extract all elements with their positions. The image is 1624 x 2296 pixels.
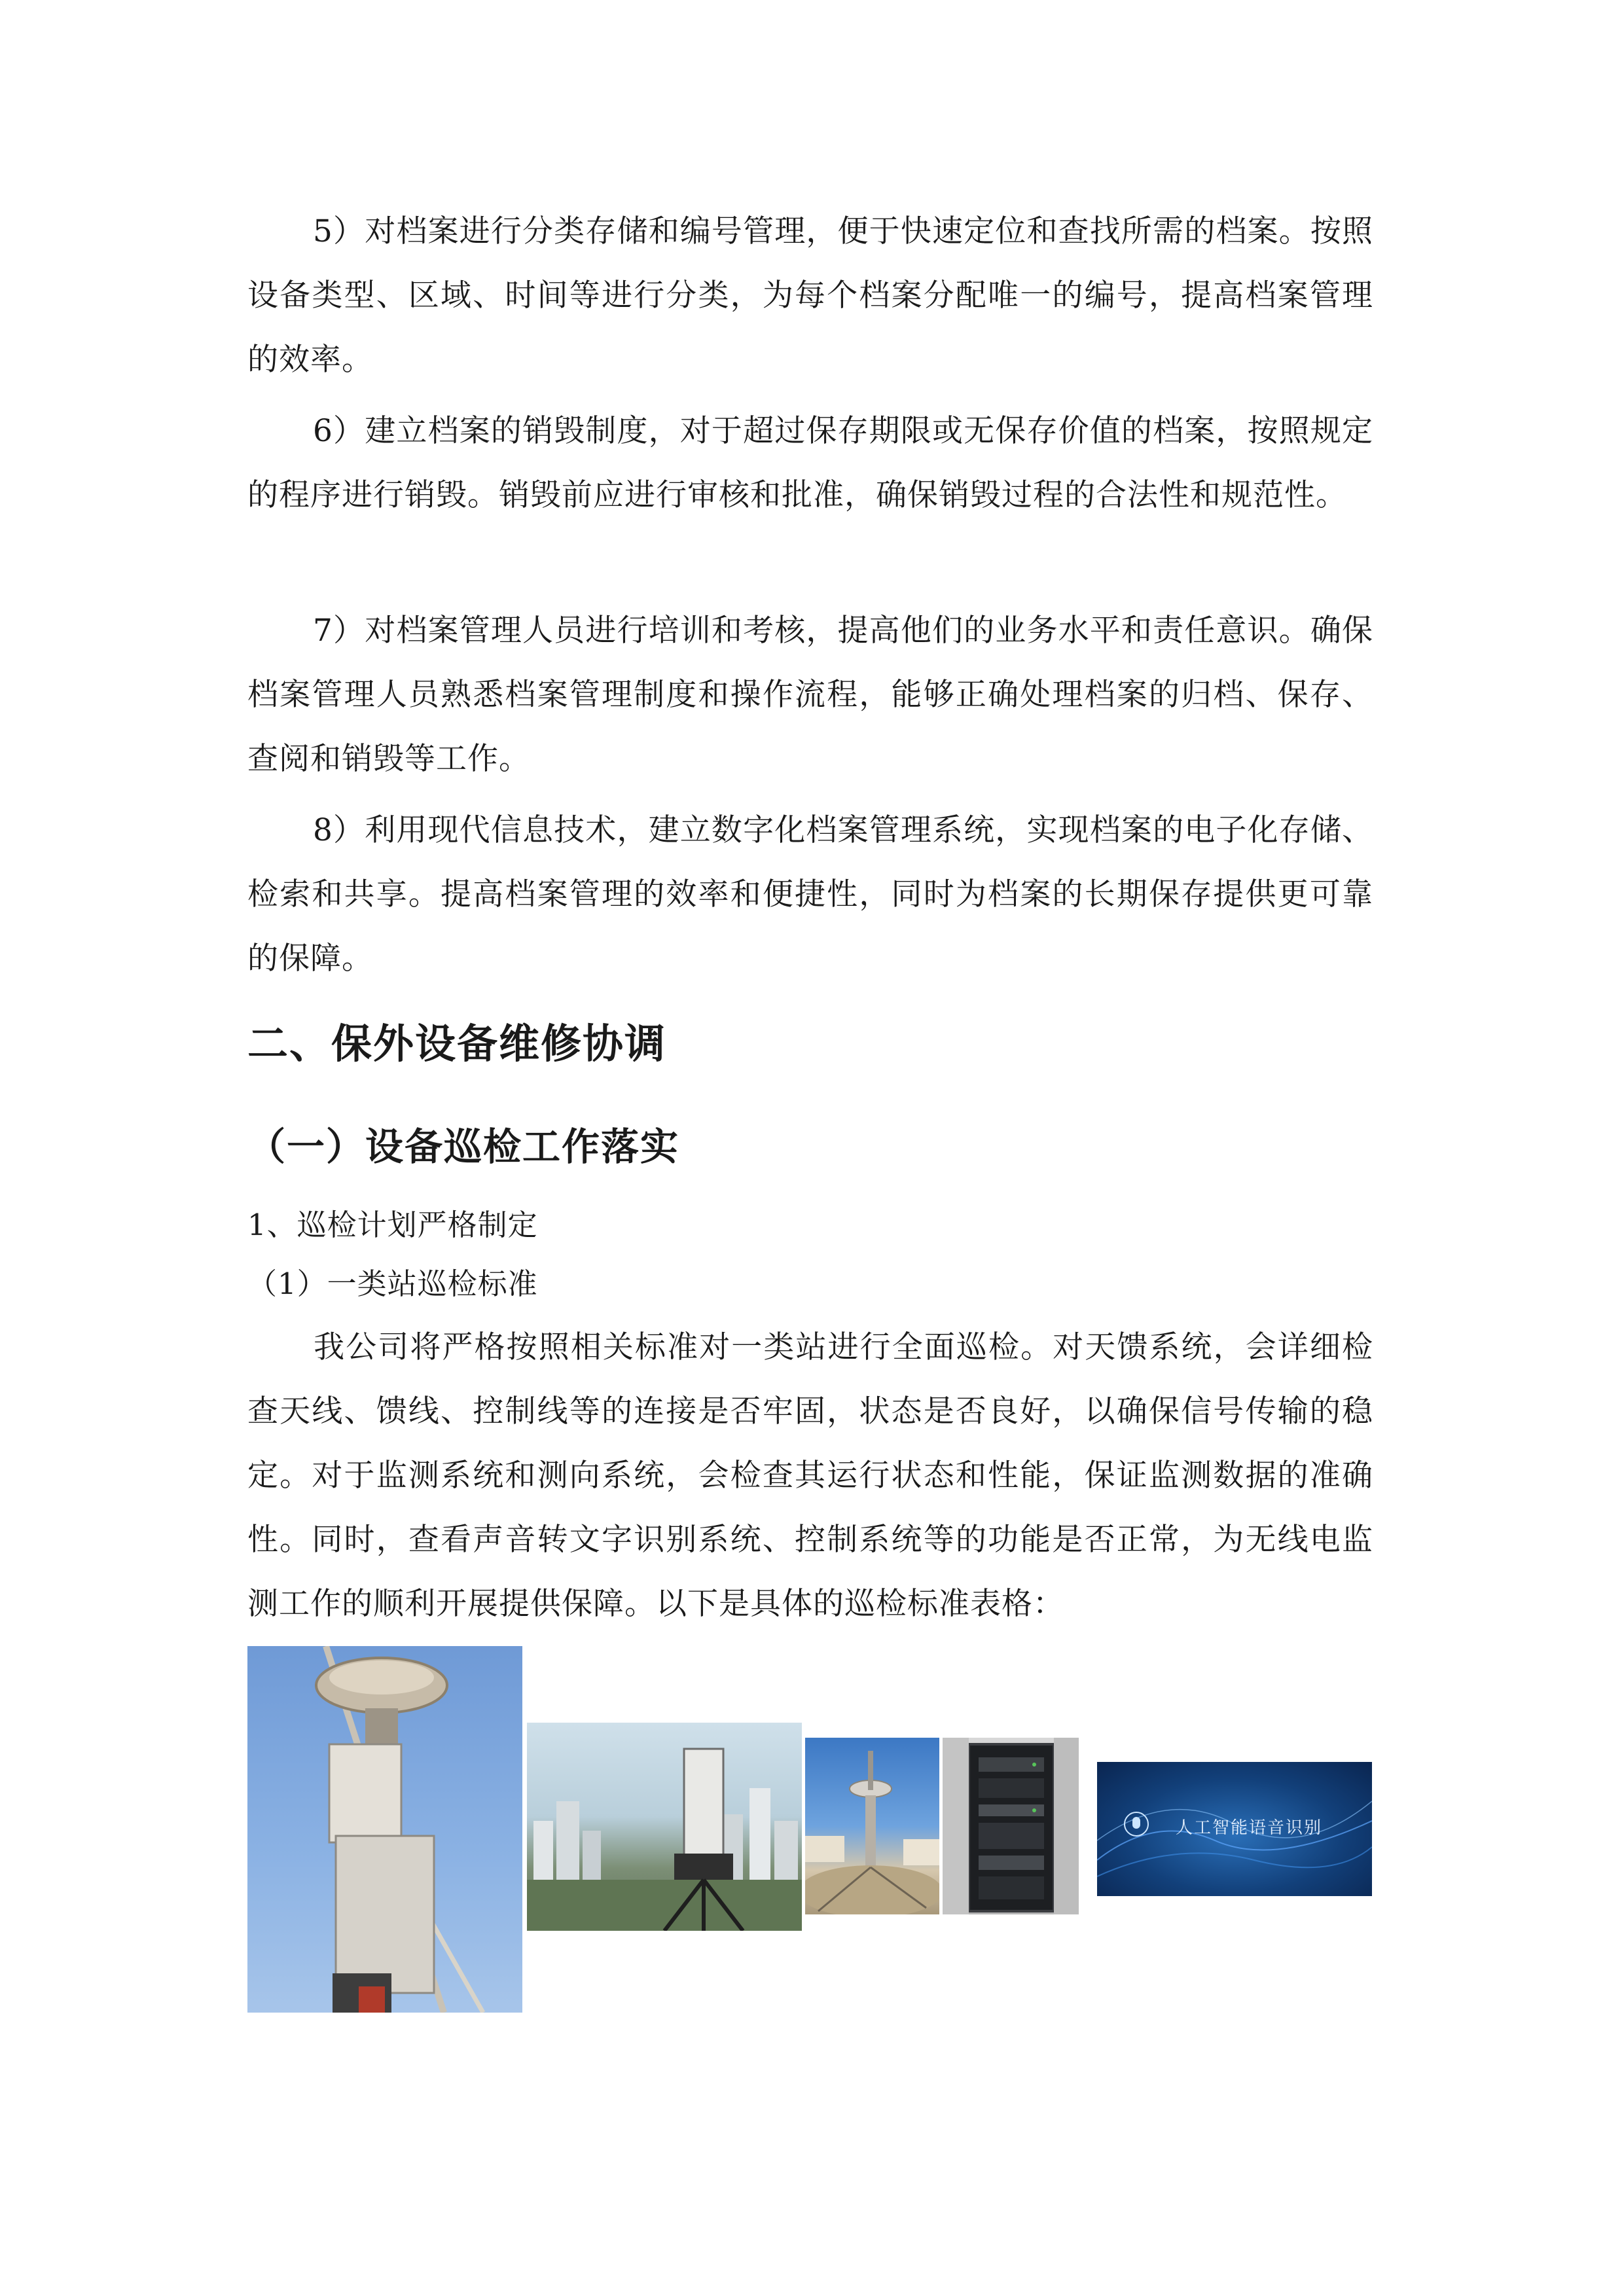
item-heading-1-1: （1）一类站巡检标准 (247, 1266, 538, 1301)
ai-speech-banner (1097, 1762, 1372, 1896)
paragraph-8 (247, 798, 1373, 991)
paragraph-8-text: 8）利用现代信息技术，建立数字化档案管理系统，实现档案的电子化存储、检索和共享。提高档案管理的效率和便捷性，同时为档案的长期保存提供更可靠的保障。 (247, 812, 1373, 977)
antenna-mast-photo (247, 1646, 522, 2013)
inspection-paragraph-text: 我公司将严格按照相关标准对一类站进行全面巡检。对天馈系统，会详细检查天线、馈线、控制线等的连接是否牢固，状态是否良好，以确保信号传输的稳定。对于监测系统和测向系统，会检查其运行状态和性能，保证监测数据的准确性。同时，查看声音转文字识别系统、控制系统等的功能是否正常，为无线电监测工作的顺利开展提供保障。以下是具体的巡检标准表格： (247, 1329, 1373, 1622)
rooftop-antenna-photo (805, 1738, 939, 1914)
paragraph-7 (247, 599, 1373, 791)
city-equipment-graphic (527, 1723, 802, 1931)
server-rack-graphic (943, 1738, 1079, 1914)
server-rack-photo (943, 1738, 1079, 1914)
subsection-heading: （一）设备巡检工作落实 (247, 1124, 680, 1169)
paragraph-5-text: 5）对档案进行分类存储和编号管理，便于快速定位和查找所需的档案。按照设备类型、区域、时间等进行分类，为每个档案分配唯一的编号，提高档案管理的效率。 (247, 213, 1373, 378)
item-heading-1: 1、巡检计划严格制定 (247, 1208, 538, 1242)
ai-banner-title: 人工智能语音识别 (1176, 1818, 1323, 1838)
paragraph-7-text: 7）对档案管理人员进行培训和考核，提高他们的业务水平和责任意识。确保档案管理人员熟悉档案管理制度和操作流程，能够正确处理档案的归档、保存、查阅和销毁等工作。 (247, 613, 1373, 777)
paragraph-6 (247, 399, 1373, 528)
paragraph-6-text: 6）建立档案的销毁制度，对于超过保存期限或无保存价值的档案，按照规定的程序进行销毁。销毁前应进行审核和批准，确保销毁过程的合法性和规范性。 (247, 413, 1373, 513)
rooftop-antenna-graphic (805, 1738, 939, 1914)
section-heading: 二、保外设备维修协调 (247, 1020, 667, 1067)
paragraph-5 (247, 200, 1373, 392)
antenna-mast-graphic (247, 1646, 522, 2013)
city-equipment-photo (527, 1723, 802, 1931)
inspection-paragraph (247, 1316, 1373, 1636)
